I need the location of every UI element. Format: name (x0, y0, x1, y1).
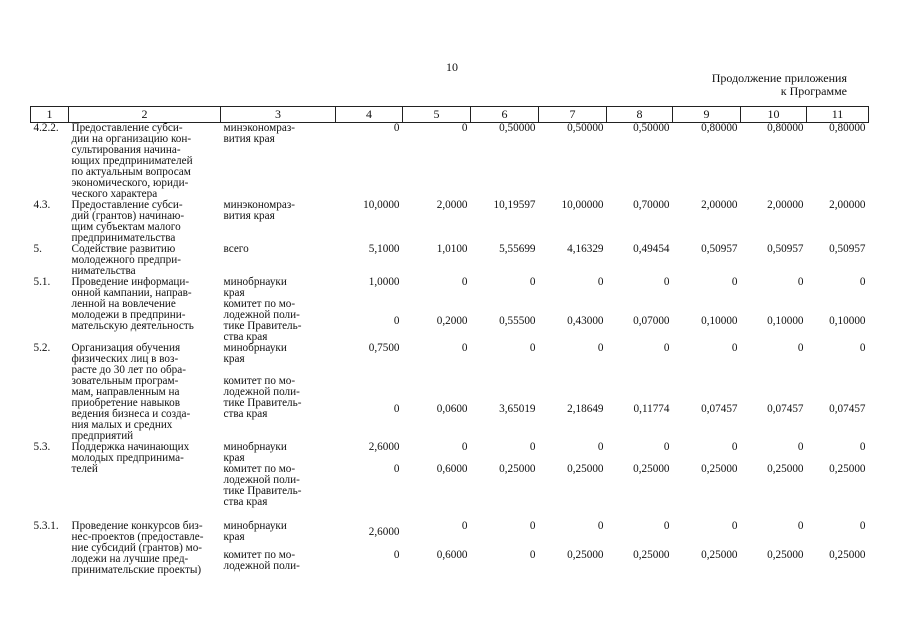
value-cell: 0,50000 (567, 122, 604, 134)
value-cell: 0 (597, 276, 604, 288)
value-cell: 2,0000 (436, 199, 468, 211)
value-cell: 0,10000 (767, 315, 804, 327)
value-cell: 0,50957 (767, 243, 804, 255)
value-cell: 0 (529, 548, 536, 561)
value-cell: 0,43000 (567, 315, 604, 327)
value-cell: 0,25000 (499, 463, 536, 475)
value-cell: 0 (731, 276, 738, 288)
value-cell: 0 (461, 342, 468, 354)
value-cell: 4,16329 (567, 243, 604, 255)
value-cell: 0,80000 (701, 122, 738, 134)
value-cell: 10,0000 (363, 199, 400, 211)
table-row (31, 508, 869, 550)
row-number: 4.3. (33, 199, 51, 211)
value-cell: 0,07457 (701, 403, 738, 415)
row-number: 5.3.1. (33, 520, 59, 532)
value-cell: 0,10000 (701, 315, 738, 327)
value-cell: 0,2000 (436, 315, 468, 327)
header-row (31, 107, 869, 123)
caption-line-2: к Программе (780, 84, 847, 98)
value-cell: 0,55500 (499, 315, 536, 327)
executor: минобрнауки края (223, 441, 287, 464)
value-cell: 0,49454 (633, 243, 670, 255)
value-cell: 0,70000 (633, 199, 670, 211)
value-cell: 0 (859, 441, 866, 453)
header-cell: 1 (31, 107, 69, 123)
value-cell: 0,80000 (767, 122, 804, 134)
value-cell: 3,65019 (499, 403, 536, 415)
value-cell: 0,25000 (567, 548, 604, 561)
executor: минобрнауки края (223, 342, 287, 365)
value-cell: 0 (529, 276, 536, 288)
row-number: 5. (33, 243, 42, 255)
value-cell: 0,50000 (499, 122, 536, 134)
measure-text: Организация обучения физических лиц в воз- расте до 30 лет по обра- зовательным програм- мам, направленным на приобретение навыков ведения бизнеса и созда- ния малых и средних предприятий (71, 342, 191, 442)
value-cell: 0,7500 (368, 342, 400, 354)
value-cell: 0,25000 (567, 463, 604, 475)
header-cell: 7 (539, 107, 607, 123)
value-cell: 0 (797, 276, 804, 288)
value-cell: 0,07000 (633, 315, 670, 327)
program-table (30, 106, 869, 576)
value-cell: 0 (529, 342, 536, 354)
value-cell: 0,25000 (829, 463, 866, 475)
executor: минобрнауки края (223, 276, 287, 299)
table-row (31, 244, 869, 277)
page-number: 10 (446, 60, 458, 74)
value-cell: 5,55699 (499, 243, 536, 255)
value-cell: 0,25000 (701, 548, 738, 561)
value-cell: 0 (731, 342, 738, 354)
header-cell: 2 (69, 107, 221, 123)
value-cell: 0 (597, 520, 604, 532)
value-cell: 2,00000 (829, 199, 866, 211)
value-cell: 0 (663, 276, 670, 288)
value-cell: 0 (393, 122, 400, 134)
value-cell: 0 (393, 463, 400, 475)
value-cell: 0,50000 (633, 122, 670, 134)
measure-text: Предоставление субси- дий (грантов) начинаю- щим субъектам малого предпринимательства (71, 199, 185, 244)
value-cell: 0 (529, 441, 536, 453)
measure-text: Предоставление субси- дии на организацию кон- сультирования начина- ющих предпринимателей по актуальным вопросам экономического, юриди- ческого характера (71, 122, 193, 200)
value-cell: 0 (393, 403, 400, 415)
executor: комитет по мо- лодежной поли- (223, 548, 300, 572)
header-cell: 5 (403, 107, 471, 123)
caption-line-1: Продолжение приложения (711, 71, 847, 85)
value-cell: 0,6000 (436, 463, 468, 475)
value-cell: 0,10000 (829, 315, 866, 327)
table-row (31, 277, 869, 299)
value-cell: 0,07457 (767, 403, 804, 415)
measure-text: Поддержка начинающих молодых предпринима- телей (71, 441, 190, 475)
row-number: 4.2.2. (33, 122, 59, 134)
value-cell: 0,25000 (701, 463, 738, 475)
executor: всего (223, 243, 249, 255)
value-cell: 1,0100 (436, 243, 468, 255)
value-cell: 10,00000 (561, 199, 604, 211)
value-cell: 2,00000 (701, 199, 738, 211)
value-cell: 0 (797, 441, 804, 453)
value-cell: 0 (797, 520, 804, 532)
measure-text: Проведение конкурсов биз- нес-проектов (предоставле- ние субсидий (грантов) мо- лодежи на лучшие пред- принимательские проекты) (71, 520, 204, 576)
header-cell: 4 (336, 107, 403, 123)
measure-text: Проведение информаци- онной кампании, направ- ленной на вовлечение молодежи в предприни- мательскую деятельность (71, 276, 194, 332)
appendix-caption (712, 72, 847, 98)
value-cell: 0,11774 (633, 403, 670, 415)
value-cell: 0 (393, 548, 400, 561)
executor: минэкономраз- вития края (223, 199, 295, 222)
header-cell: 10 (741, 107, 807, 123)
value-cell: 0,50957 (829, 243, 866, 255)
value-cell: 0,25000 (767, 548, 804, 561)
value-cell: 2,6000 (368, 441, 400, 453)
executor: минобрнауки края (223, 520, 287, 543)
value-cell: 0 (663, 342, 670, 354)
value-cell: 0 (597, 441, 604, 453)
row-number: 5.2. (33, 342, 51, 354)
value-cell: 0,80000 (829, 122, 866, 134)
value-cell: 0 (731, 520, 738, 532)
value-cell: 2,18649 (567, 403, 604, 415)
value-cell: 0,25000 (633, 463, 670, 475)
value-cell: 0 (461, 122, 468, 134)
value-cell: 0,6000 (436, 548, 468, 561)
executor: комитет по мо- лодежной поли- тике Правитель- ства края (223, 298, 302, 343)
value-cell: 0 (461, 276, 468, 288)
executor: минэкономраз- вития края (223, 122, 295, 145)
value-cell: 0 (731, 441, 738, 453)
executor: комитет по мо- лодежной поли- тике Правитель- ства края (223, 463, 302, 508)
value-cell: 0 (597, 342, 604, 354)
measure-text: Содействие развитию молодежного предпри- нимательства (71, 243, 181, 277)
header-cell: 8 (607, 107, 673, 123)
value-cell: 0,50957 (701, 243, 738, 255)
value-cell: 0,0600 (436, 403, 468, 415)
row-number: 5.3. (33, 441, 51, 453)
header-cell: 11 (807, 107, 869, 123)
value-cell: 2,00000 (767, 199, 804, 211)
value-cell: 0 (859, 520, 866, 532)
table-row (31, 343, 869, 376)
row-number: 5.1. (33, 276, 51, 288)
value-cell: 2,6000 (368, 526, 400, 538)
value-cell: 0 (461, 520, 468, 532)
value-cell: 0 (393, 315, 400, 327)
header-cell: 3 (221, 107, 336, 123)
executor: комитет по мо- лодежной поли- тике Правитель- ства края (223, 375, 302, 420)
value-cell: 0,25000 (767, 463, 804, 475)
value-cell: 5,1000 (368, 243, 400, 255)
table-row (31, 123, 869, 201)
value-cell: 0 (663, 441, 670, 453)
value-cell: 0 (663, 520, 670, 532)
value-cell: 0 (461, 441, 468, 453)
header-cell: 9 (673, 107, 741, 123)
value-cell: 0 (859, 342, 866, 354)
value-cell: 0,07457 (829, 403, 866, 415)
value-cell: 0 (859, 276, 866, 288)
value-cell: 10,19597 (493, 199, 536, 211)
value-cell: 0 (797, 342, 804, 354)
value-cell: 0,25000 (829, 548, 866, 561)
table-row (31, 200, 869, 244)
header-cell: 6 (471, 107, 539, 123)
value-cell: 0,25000 (633, 548, 670, 561)
value-cell: 0 (529, 520, 536, 532)
table-row (31, 442, 869, 464)
value-cell: 1,0000 (368, 276, 400, 288)
